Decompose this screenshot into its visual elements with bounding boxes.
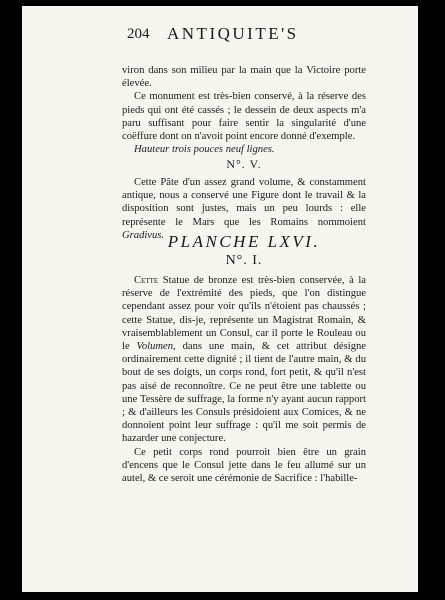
paragraph: Cette Statue de bronze est très-bien conservée, à la réserve de l'extrémité des pieds, que l'on distingue cependant assez pour voir qu'ils n'étoient pas chaussés ; cette Statue, dis-je, représente un Magistrat Romain, & vraisemblablement un Consul, car il porte le Rouleau ou le Volumen, dans une main, & cet attribut désigne ordinairement cette dignité ; il tient de l'autre main, & du bout de ses doigts, un corps rond, fort petit, & qu'il n'est pas aisé de reconnoître. Ce ne peut être une tablette ou une Tessère de suffrage, la forme n'y ayant aucun rapport ; & d'ailleurs les Consuls présidoient aux Comices, & ne donnoient point leur suffrage : qu'il me soit permis de hazarder une conjecture. <box>122 275 366 445</box>
paragraph: Ce monument est très-bien conservé, à la réserve des pieds qui ont été cassés ; le dessein de deux aspects m'a paru suffisant pour faire sentir la singularité d'une coëffure dont on n'avoit point encore donné d'exemple. <box>122 91 366 143</box>
continuation-line: viron dans son milieu par la main que la Victoire porte élevée. <box>122 65 366 90</box>
text-block-i <box>122 274 366 485</box>
page-number: 204 <box>127 26 150 42</box>
planche-number: N°. I. <box>225 253 263 268</box>
paragraph: Ce petit corps rond pourroit bien être un grain d'encens que le Consul jette dans le feu allumé sur un autel, & ce seroit une cérémonie de Sacrifice : l'habille- <box>122 446 366 485</box>
paragraph: Cette Pâte d'un assez grand volume, & constamment antique, nous a conservé une Figure dont le travail & la disposition sont justes, mais un peu lourds : elle représente le Mars que les Romains nommoient Gradivus. <box>122 177 366 241</box>
section-heading-v: N°. V. <box>226 157 262 171</box>
planche-title: PLANCHE LXVI. <box>167 232 321 251</box>
running-title: ANTIQUITE'S <box>167 24 299 43</box>
text-block-1 <box>122 64 366 156</box>
page-header <box>127 26 367 46</box>
height-note: Hauteur trois pouces neuf lignes. <box>134 144 275 156</box>
